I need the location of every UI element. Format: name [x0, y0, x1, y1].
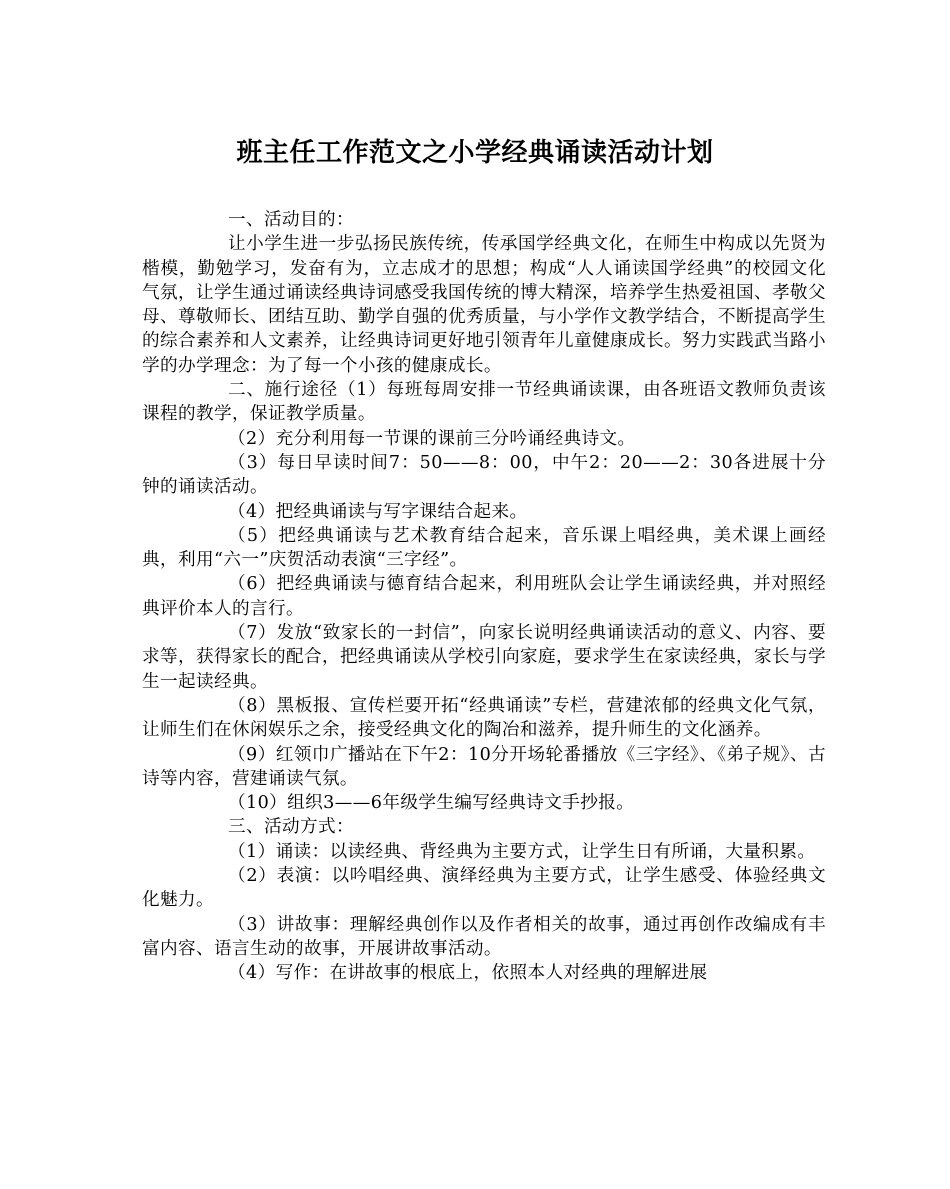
- paragraph-method-4: （4）写作：在讲故事的根底上，依照本人对经典的理解进展: [228, 963, 708, 984]
- paragraph-approach-5: （5）把经典诵读与艺术教育结合起来，音乐课上唱经典，美术课上画经典，利用“六一”庆贺活动表演“三字经”。: [142, 525, 826, 571]
- paragraph-method-2: （2）表演：以吟唱经典、演绎经典为主要方式，让学生感受、体验经典文化魅力。: [142, 866, 826, 911]
- paragraph-method-3: （3）讲故事：理解经典创作以及作者相关的故事，通过再创作改编成有丰富内容、语言生动的故事，开展讲故事活动。: [142, 914, 826, 959]
- paragraph-approach-1: 二、施行途径（1）每班每周安排一节经典诵读课，由各班语文教师负责该课程的教学，保证教学质量。: [142, 380, 826, 425]
- paragraph-approach-8: （8）黑板报、宣传栏要开拓“经典诵读”专栏，营建浓郁的经典文化气氛，让师生们在休闲娱乐之余，接受经典文化的陶冶和滋养，提升师生的文化涵养。: [142, 695, 826, 741]
- paragraph-approach-3: （3）每日早读时间7：50——8：00，中午2：20——2：30各进展十分钟的诵读活动。: [142, 452, 826, 498]
- section-heading-purpose: 一、活动目的：: [228, 210, 354, 230]
- paragraph-approach-2: （2）充分利用每一节课的课前三分吟诵经典诗文。: [228, 428, 636, 449]
- paragraph-approach-7: （7）发放“致家长的一封信”，向家长说明经典诵读活动的意义、内容、要求等，获得家长的配合，把经典诵读从学校引向家庭，要求学生在家读经典，家长与学生一起读经典。: [142, 623, 826, 692]
- paragraph-purpose: 让小学生进一步弘扬民族传统，传承国学经典文化，在师生中构成以先贤为楷模，勤勉学习，发奋有为，立志成才的思想；构成“人人诵读国学经典”的校园文化气氛，让学生通过诵读经典诗词感受我国传统的博大精深，培养学生热爱祖国、孝敬父母、尊敬师长、团结互助、勤学自强的优秀质量，与小学作文教学结合，不断提高学生的综合素养和人文素养，让经典诗词更好地引领青年儿童健康成长。努力实践武当路小学的办学理念：为了每一个小孩的健康成长。: [142, 234, 826, 376]
- paragraph-approach-10: （10）组织3——6年级学生编写经典诗文手抄报。: [228, 793, 635, 814]
- paragraph-approach-4: （4）把经典诵读与写字课结合起来。: [228, 501, 528, 522]
- document-body: [142, 208, 826, 986]
- paragraph-approach-9: （9）红领巾广播站在下午2：10分开场轮番播放《三字经》、《弟子规》、古诗等内容，营建诵读气氛。: [142, 744, 826, 789]
- section-heading-methods: 三、活动方式：: [228, 817, 354, 838]
- paragraph-approach-6: （6）把经典诵读与德育结合起来，利用班队会让学生诵读经典，并对照经典评价本人的言行。: [142, 574, 826, 619]
- document-title: 班主任工作范文之小学经典诵读活动计划: [236, 138, 714, 168]
- paragraph-method-1: （1）诵读：以读经典、背经典为主要方式，让学生日有所诵，大量积累。: [228, 841, 816, 862]
